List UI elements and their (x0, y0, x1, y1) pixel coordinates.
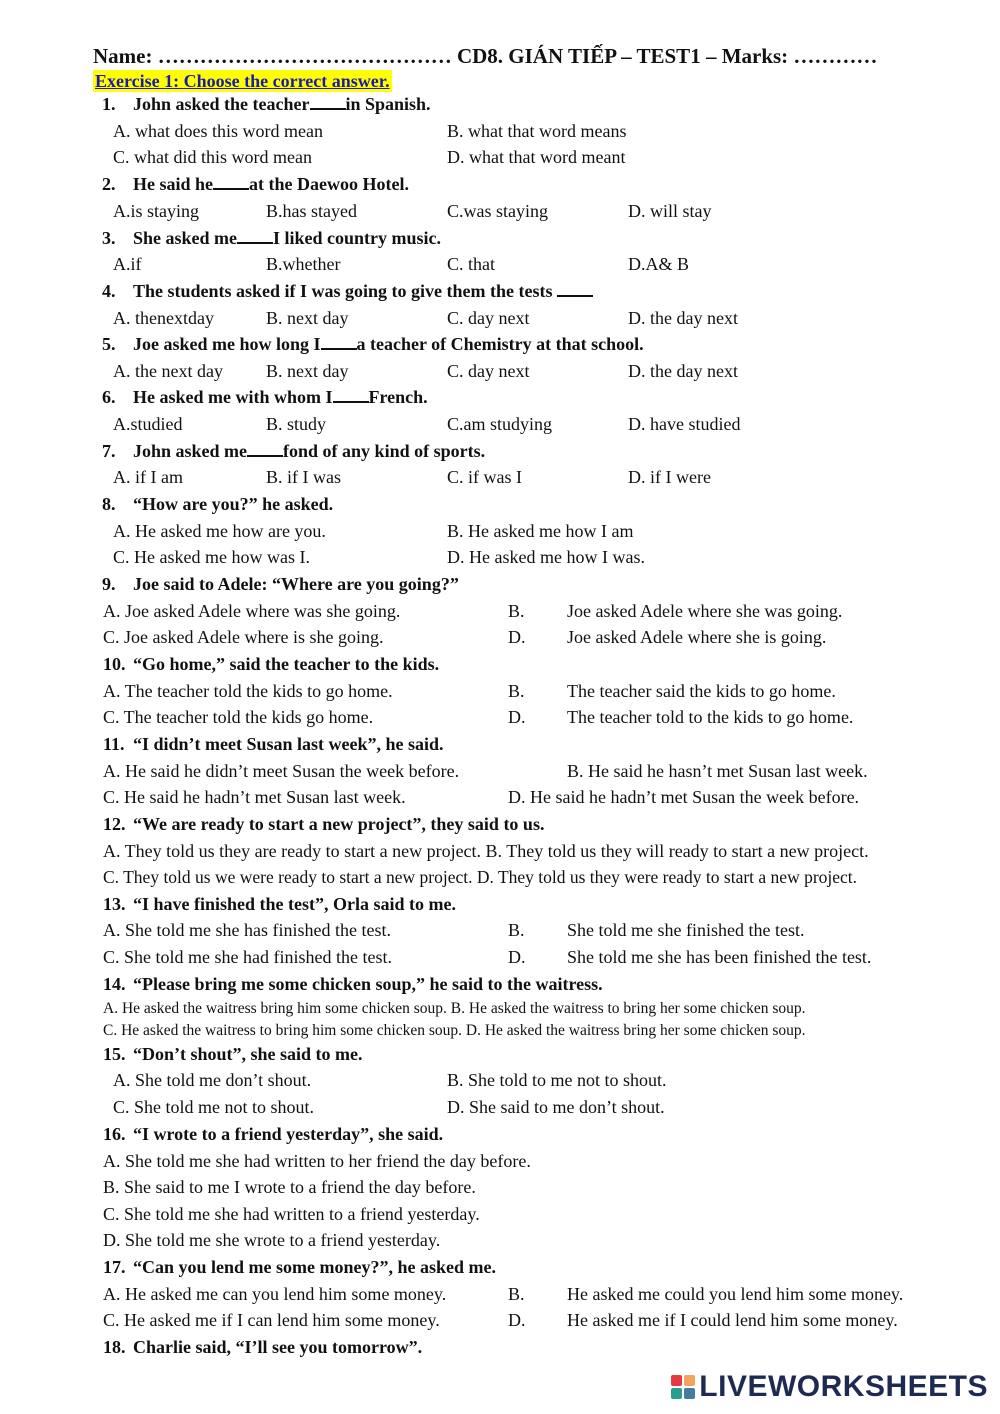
question-text: “I have finished the test”, Orla said to me. (133, 894, 456, 914)
question-text: He said he at the Daewoo Hotel. (133, 174, 409, 194)
option-c[interactable]: C. He asked me if I can lend him some money. (103, 1310, 440, 1330)
option-c[interactable]: C. She told me not to shout. (113, 1097, 315, 1117)
option-b[interactable]: Joe asked Adele where she was going. (567, 601, 843, 621)
option-a[interactable]: A. He asked me how are you. (113, 521, 326, 541)
option-c[interactable]: C. if was I (447, 467, 522, 487)
logo-text: LIVEWORKSHEETS (699, 1370, 988, 1403)
option-a[interactable]: A. if I am (113, 467, 183, 487)
question-text: Charlie said, “I’ll see you tomorrow”. (133, 1337, 423, 1357)
option-d[interactable]: Joe asked Adele where she is going. (567, 627, 827, 647)
question-text: “We are ready to start a new project”, they said to us. (133, 814, 545, 834)
option-d-letter[interactable]: D. (508, 1310, 526, 1330)
question-text: Joe said to Adele: “Where are you going?” (133, 574, 459, 594)
option-a-b[interactable]: A. He asked the waitress bring him some chicken soup. B. He asked the waitress to bring her some chicken soup. (103, 1000, 806, 1017)
option-c[interactable]: C. what did this word mean (113, 147, 312, 167)
liveworksheets-logo[interactable] (671, 1372, 988, 1402)
option-b[interactable]: B.whether (266, 254, 341, 274)
logo-square (684, 1388, 695, 1399)
option-d[interactable]: She told me she has been finished the test. (567, 947, 872, 967)
question-number: 17. (103, 1257, 126, 1277)
question-text: The students asked if I was going to give them the tests (133, 280, 593, 302)
exercise-title: Exercise 1: Choose the correct answer. (95, 71, 390, 91)
option-d-letter[interactable]: D. (508, 627, 526, 647)
option-d[interactable]: D. He asked me how I was. (447, 547, 645, 567)
option-d[interactable]: D. the day next (628, 361, 738, 381)
answer-blank (321, 334, 357, 350)
question-text: “Don’t shout”, she said to me. (133, 1044, 363, 1064)
option-d-letter[interactable]: D. (508, 707, 526, 727)
option-d[interactable]: He asked me if I could lend him some money. (567, 1310, 898, 1330)
question-number: 15. (103, 1044, 126, 1064)
option-d[interactable]: D. the day next (628, 308, 738, 328)
option-a[interactable]: A.studied (113, 414, 183, 434)
question-text: “Go home,” said the teacher to the kids. (133, 654, 440, 674)
question-number: 9. (102, 574, 116, 594)
option-a[interactable]: A. She told me don’t shout. (113, 1070, 312, 1090)
worksheet-header: Name: …………………………………… CD8. GIÁN TIẾP – TEST1 – Marks: ………… (93, 44, 878, 68)
logo-square (671, 1388, 682, 1399)
question-text: He asked me with whom I French. (133, 387, 428, 407)
question-number: 1. (102, 94, 116, 114)
option-c-d[interactable]: C. He asked the waitress to bring him some chicken soup. D. He asked the waitress bring her some chicken soup. (103, 1022, 806, 1039)
answer-blank (247, 441, 283, 457)
option-a[interactable]: A. She told me she has finished the test. (103, 920, 391, 940)
question-text: “I didn’t meet Susan last week”, he said. (133, 734, 444, 754)
option-c[interactable]: C.was staying (447, 201, 548, 221)
question-number: 13. (103, 894, 126, 914)
option-c[interactable]: C. The teacher told the kids go home. (103, 707, 374, 727)
option-d[interactable]: D. He said he hadn’t met Susan the week before. (508, 787, 860, 807)
option-b[interactable]: B. study (266, 414, 327, 434)
option-a[interactable]: A.is staying (113, 201, 200, 221)
option-b-letter[interactable]: B. (508, 601, 525, 621)
option-a[interactable]: A. what does this word mean (113, 121, 323, 141)
question-number: 5. (102, 334, 116, 354)
option-a[interactable]: A. She told me she had written to her friend the day before. (103, 1151, 531, 1171)
question-text: “Can you lend me some money?”, he asked me. (133, 1257, 496, 1277)
option-b[interactable]: B. what that word means (447, 121, 627, 141)
option-b[interactable]: B. next day (266, 308, 349, 328)
option-b-letter[interactable]: B. (508, 920, 525, 940)
question-text: Joe asked me how long I a teacher of Chemistry at that school. (133, 334, 644, 354)
option-b-letter[interactable]: B. (508, 681, 525, 701)
question-number: 10. (103, 654, 126, 674)
question-number: 14. (103, 974, 126, 994)
option-c[interactable]: C. He said he hadn’t met Susan last week. (103, 787, 406, 807)
question-number: 6. (102, 387, 116, 407)
question-number: 3. (102, 228, 116, 248)
question-number: 2. (102, 174, 116, 194)
option-d[interactable]: D. if I were (628, 467, 711, 487)
logo-mark-icon (671, 1375, 695, 1399)
question-number: 18. (103, 1337, 126, 1357)
option-b[interactable]: B. if I was (266, 467, 341, 487)
option-d[interactable]: D. what that word meant (447, 147, 626, 167)
option-c[interactable]: C. day next (447, 361, 530, 381)
question-number: 16. (103, 1124, 126, 1144)
option-d[interactable]: D. She said to me don’t shout. (447, 1097, 665, 1117)
option-b[interactable]: B. He said he hasn’t met Susan last week. (567, 761, 868, 781)
option-d[interactable]: D. She told me she wrote to a friend yesterday. (103, 1230, 441, 1250)
option-c[interactable]: C. He asked me how was I. (113, 547, 310, 567)
option-d-letter[interactable]: D. (508, 947, 526, 967)
answer-blank (310, 94, 346, 110)
option-a[interactable]: A. thenextday (113, 308, 214, 328)
option-a[interactable]: A. He asked me can you lend him some money. (103, 1284, 447, 1304)
option-c-d[interactable]: C. They told us we were ready to start a new project. D. They told us they were ready to start a new project. (103, 867, 858, 887)
option-a[interactable]: A. The teacher told the kids to go home. (103, 681, 393, 701)
option-a-b[interactable]: A. They told us they are ready to start a new project. B. They told us they will ready to start a new project. (103, 841, 869, 861)
option-b[interactable]: B. next day (266, 361, 349, 381)
option-b[interactable]: B.has stayed (266, 201, 357, 221)
option-d[interactable]: D. have studied (628, 414, 741, 434)
question-text: John asked the teacher in Spanish. (133, 94, 431, 114)
answer-blank (333, 387, 369, 403)
option-d[interactable]: The teacher told to the kids to go home. (567, 707, 854, 727)
option-d[interactable]: D.A& B (628, 254, 690, 274)
option-b[interactable]: B. She told to me not to shout. (447, 1070, 667, 1090)
answer-blank (557, 281, 593, 297)
logo-square (671, 1375, 682, 1386)
question-number: 4. (102, 281, 116, 301)
option-b[interactable]: B. She said to me I wrote to a friend the day before. (103, 1177, 476, 1197)
option-b[interactable]: B. He asked me how I am (447, 521, 634, 541)
option-b[interactable]: She told me she finished the test. (567, 920, 805, 940)
answer-blank (237, 228, 273, 244)
option-a[interactable]: A.if (113, 254, 142, 274)
question-number: 8. (102, 494, 116, 514)
option-c[interactable]: C.am studying (447, 414, 553, 434)
question-text: “I wrote to a friend yesterday”, she said. (133, 1124, 444, 1144)
question-number: 12. (103, 814, 126, 834)
option-c[interactable]: C. She told me she had finished the test. (103, 947, 392, 967)
option-c[interactable]: C. that (447, 254, 495, 274)
question-text: John asked me fond of any kind of sports. (133, 441, 486, 461)
question-text: She asked me I liked country music. (133, 228, 442, 248)
option-c[interactable]: C. day next (447, 308, 530, 328)
option-d[interactable]: D. will stay (628, 201, 712, 221)
option-b-letter[interactable]: B. (508, 1284, 525, 1304)
question-text: “How are you?” he asked. (133, 494, 334, 514)
option-a[interactable]: A. Joe asked Adele where was she going. (103, 601, 401, 621)
option-a[interactable]: A. the next day (113, 361, 223, 381)
option-b[interactable]: The teacher said the kids to go home. (567, 681, 836, 701)
option-a[interactable]: A. He said he didn’t meet Susan the week before. (103, 761, 460, 781)
logo-square (684, 1375, 695, 1386)
question-text: “Please bring me some chicken soup,” he said to the waitress. (133, 974, 603, 994)
option-c[interactable]: C. She told me she had written to a friend yesterday. (103, 1204, 480, 1224)
answer-blank (213, 174, 249, 190)
question-number: 7. (102, 441, 116, 461)
question-number: 11. (103, 734, 125, 754)
option-c[interactable]: C. Joe asked Adele where is she going. (103, 627, 384, 647)
option-b[interactable]: He asked me could you lend him some money. (567, 1284, 904, 1304)
